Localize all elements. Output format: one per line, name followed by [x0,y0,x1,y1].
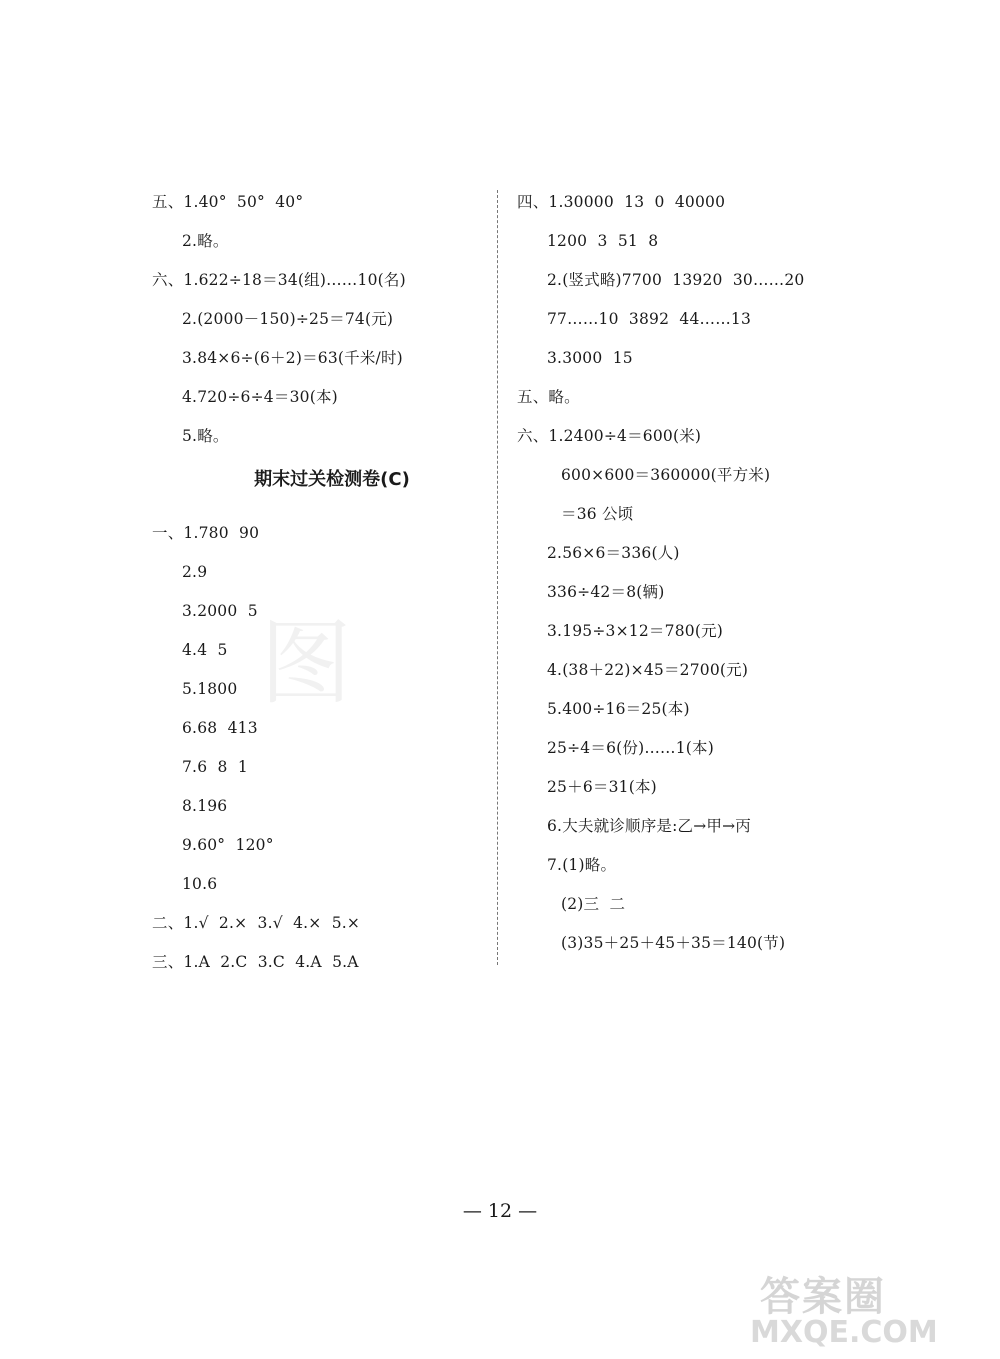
answer-line: 5.略。 [182,427,229,445]
answer-line: 六、1.2400÷4＝600(米) [517,427,702,445]
answer-line: 1200 3 51 8 [547,232,659,250]
answer-line: (2)三 二 [561,895,626,913]
right-answers [517,188,937,968]
answer-line: 3.3000 15 [547,349,633,367]
answer-line: 25＋6＝31(本) [547,778,657,796]
left-answers-bottom [152,519,482,987]
answer-line: 10.6 [182,875,218,893]
answer-line: 3.2000 5 [182,602,258,620]
answer-line: 77……10 3892 44……13 [547,310,752,328]
answer-line: 4.(38＋22)×45＝2700(元) [547,661,749,679]
answer-line: 600×600＝360000(平方米) [561,466,771,484]
answer-line: 三、1.A 2.C 3.C 4.A 5.A [152,953,359,971]
answer-line: 五、略。 [517,388,580,406]
answer-line: 6.68 413 [182,719,258,737]
answer-line: 8.196 [182,797,228,815]
answer-line: 2.略。 [182,232,229,250]
column-divider [497,190,498,965]
answer-line: 2.(2000－150)÷25＝74(元) [182,310,394,328]
answer-line: 一、1.780 90 [152,524,260,542]
answer-line: 5.400÷16＝25(本) [547,700,690,718]
answer-line: 2.56×6＝336(人) [547,544,680,562]
section-title: 期末过关检测卷(C) [254,469,410,490]
left-answers-top [152,188,482,461]
answer-line: 7.(1)略。 [547,856,617,874]
answer-line: 3.195÷3×12＝780(元) [547,622,724,640]
answer-line: 4.4 5 [182,641,228,659]
background-watermark-glyph: 图 [260,610,353,717]
answer-line: 4.720÷6÷4＝30(本) [182,388,338,406]
answer-line: 3.84×6÷(6＋2)＝63(千米/时) [182,349,403,367]
watermark-url: MXQE.COM [750,1315,938,1350]
page-number: — 12 — [462,1200,538,1222]
answer-line: 7.6 8 1 [182,758,248,776]
right-column [517,188,937,968]
answer-line: 2.(竖式略)7700 13920 30……20 [547,271,805,289]
answer-line: 四、1.30000 13 0 40000 [517,193,726,211]
answer-line: 六、1.622÷18＝34(组)……10(名) [152,271,406,289]
answer-line: 5.1800 [182,680,238,698]
watermark-logo [750,1265,970,1355]
answer-line: ＝36 公顷 [561,505,634,523]
answer-line: 25÷4＝6(份)……1(本) [547,739,714,757]
answer-line: 2.9 [182,563,208,581]
answer-line: 6.大夫就诊顺序是:乙→甲→丙 [547,817,751,835]
answer-line: 五、1.40° 50° 40° [152,193,304,211]
answer-line: 二、1.√ 2.× 3.√ 4.× 5.× [152,914,361,932]
answer-line: 336÷42＝8(辆) [547,583,665,601]
left-column [152,188,482,987]
watermark-title: 答案圈 [760,1274,886,1320]
answer-line: (3)35＋25＋45＋35＝140(节) [561,934,786,952]
answer-line: 9.60° 120° [182,836,274,854]
